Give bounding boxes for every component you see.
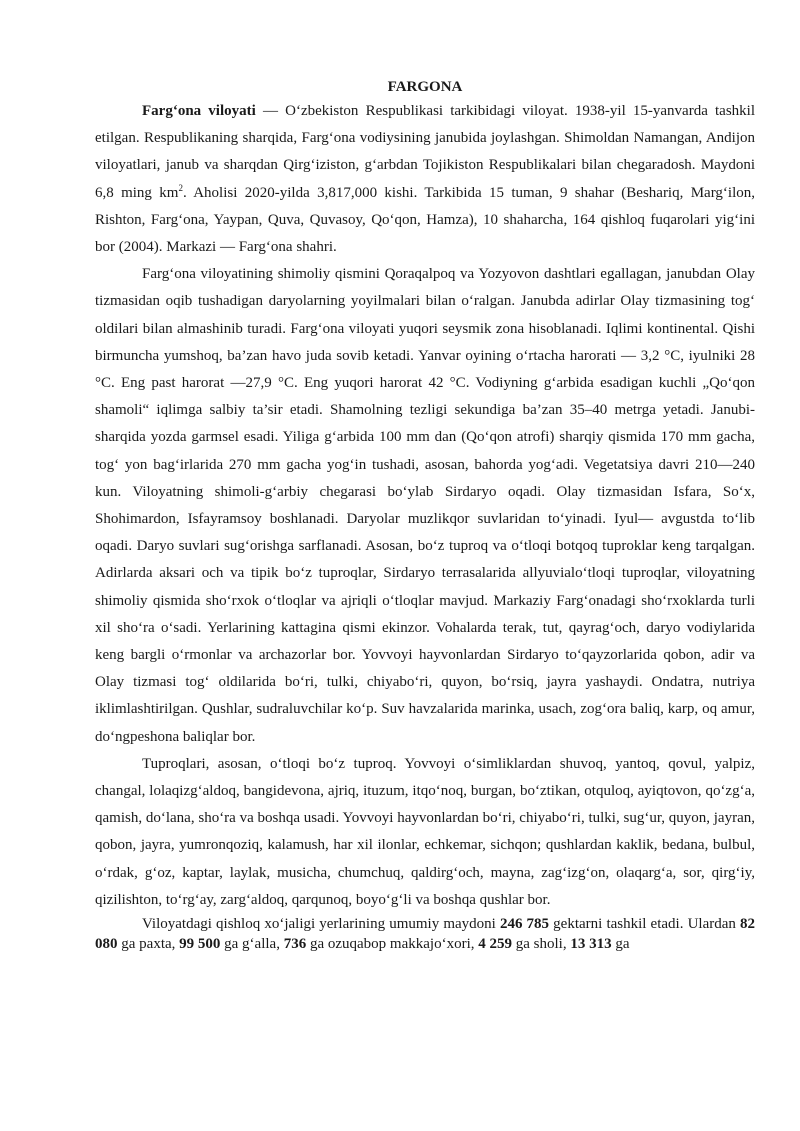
paragraph-flora-fauna: Tuproqlari, asosan, o‘tloqi bo‘z tuproq. Yovvoyi o‘simliklardan shuvoq, yantoq, qovul, yalpiz, changal, lolaqizg‘aldoq, bangidevona, ajriq, ituzum, itqo‘noq, burgan, bo‘ztikan, otquloq, ayiqtovon, qo‘zg‘a, qamish, do‘lana, sho‘ra va boshqa usadi. Yovvoyi hayvonlardan bo‘ri, chiyabo‘ri, tulki, sug‘ur, quyon, jayran, qobon, jayra, yumronqoziq, kalamush, har xil ilonlar, echkemar, sichqon; qushlardan kaklik, bedana, bulbul, o‘rdak, g‘oz, kaptar, laylak, musicha, chumchuq, qaldirg‘och, mayna, zag‘izg‘on, olaqarg‘a, sor, qirg‘iy, qizilishton, to‘rg‘ay, zarg‘aldoq, qarqunoq, boyo‘g‘li va boshqa qushlar bor. <box>95 755 755 908</box>
agri-corn-area: 736 <box>283 936 307 953</box>
document-page <box>95 76 755 954</box>
agri-text-6: ga sholi, <box>511 936 571 953</box>
agri-text-3: ga paxta, <box>117 936 180 953</box>
paragraph-agriculture <box>95 914 755 954</box>
area-unit-superscript: 2 <box>178 182 183 193</box>
agri-text-7: ga <box>611 936 630 953</box>
paragraph-intro <box>95 98 755 261</box>
intro-text-b: . Aholisi 2020-yilda 3,817,000 kishi. Tarkibida 15 tuman, 9 shahar (Beshariq, Marg‘ilon, Rishton, Farg‘ona, Yaypan, Quva, Quvasoy, Qo‘qon, Hamza), 10 shaharcha, 164 qishloq fuqarolari yig‘ini bor (2004). Markazi — Farg‘ona shahri. <box>95 184 755 256</box>
agri-text-4: ga g‘alla, <box>220 936 284 953</box>
agri-other-area: 13 313 <box>570 936 612 953</box>
document-title: FARGONA <box>387 79 463 95</box>
agri-text-2: gektarni tashkil etadi. Ulardan <box>549 916 741 933</box>
paragraph-geography: Farg‘ona viloyatining shimoliy qismini Qoraqalpoq va Yozyovon dashtlari egallagan, janubdan Olay tizmasidan oqib tushadigan daryolarning yoyilmalari bilan o‘ralgan. Janubda adirlar Olay tizmasining tog‘ oldilari bilan almashinib turadi. Farg‘ona viloyati yuqori seysmik zona hisoblanadi. Iqlimi kontinental. Qishi birmuncha yumshoq, ba’zan havo juda sovib ketadi. Yanvar oyining o‘rtacha harorati — 3,2 °C, iyulniki 28 °C. Eng past harorat —27,9 °C. Eng yuqori harorat 42 °C. Vodiyning g‘arbida esadigan kuchli „Qo‘qon shamoli“ iqlimga salbiy ta’sir etadi. Shamolning tezligi sekundiga ba’zan 35–40 metrga yetadi. Janubi-sharqida yozda garmsel esadi. Yiliga g‘arbida 100 mm dan (Qo‘qon atrofi) sharqiy qismida 170 mm gacha, tog‘ yon bag‘irlarida 270 mm gacha yog‘in tushadi, asosan, bahorda yog‘adi. Vegetatsiya davri 210—240 kun. Viloyatning shimoli-g‘arbiy chegarasi bo‘ylab Sirdaryo oqadi. Olay tizmasidan Isfara, So‘x, Shohimardon, Isfayramsoy boshlanadi. Daryolar muzlikqor suvlaridan to‘yinadi. Iyul— avgustda to‘lib oqadi. Daryo suvlari sug‘orishga sarflanadi. Asosan, bo‘z tuproq va o‘tloqi botqoq tuproklar keng tarqalgan. Adirlarda aksari och va tipik bo‘z tuproqlar, Sirdaryo terrasalarida allyuvialo‘tloqi tuproqlar, viloyatning shimoliy qismida sho‘rxok o‘tloqlar va ajriqli o‘tloqlar mavjud. Markaziy Farg‘onadagi sho‘rxoklarda turli xil sho‘ra o‘sadi. Yerlarining kattagina qismi ekinzor. Vohalarda terak, tut, qayrag‘och, daryo vodiylarida keng bargli o‘rmonlar va archazorlar bor. Yovvoyi hayvonlardan Sirdaryo to‘qayzorlarida qobon, adir va Olay tizmasi tog‘ oldilarida bo‘ri, tulki, chiyabo‘ri, quyon, bo‘rsiq, jayra yashaydi. Ondatra, nutriya iklimlashtirilgan. Qushlar, sudraluvchilar ko‘p. Suv havzalarida marinka, usach, zog‘ora baliq, karp, oq amur, do‘ngpeshona baliqlar bor. <box>95 266 755 745</box>
intro-text-a: — O‘zbekiston Respublikasi tarkibidagi viloyat. 1938-yil 15-yanvarda tashkil etilgan. Respublikaning sharqida, Farg‘ona vodiysining janubida joylashgan. Shimoldan Namangan, Andijon viloyatlari, janub va sharqdan Qirg‘iziston, g‘arbdan Tojikiston Respublikalari bilan chegaradosh. Maydoni 6,8 ming km <box>95 103 756 201</box>
agri-grain-area: 99 500 <box>179 936 221 953</box>
agri-total-area: 246 785 <box>499 916 550 933</box>
agri-rice-area: 4 259 <box>478 936 512 953</box>
agri-text-1: Viloyatdagi qishloq xo‘jaligi yerlarining umumiy maydoni <box>142 916 500 933</box>
agri-text-5: ga ozuqabop makkajo‘xori, <box>306 936 479 953</box>
intro-term: Farg‘ona viloyati <box>142 103 256 119</box>
agri-cotton-area: 82 080 <box>95 916 756 953</box>
